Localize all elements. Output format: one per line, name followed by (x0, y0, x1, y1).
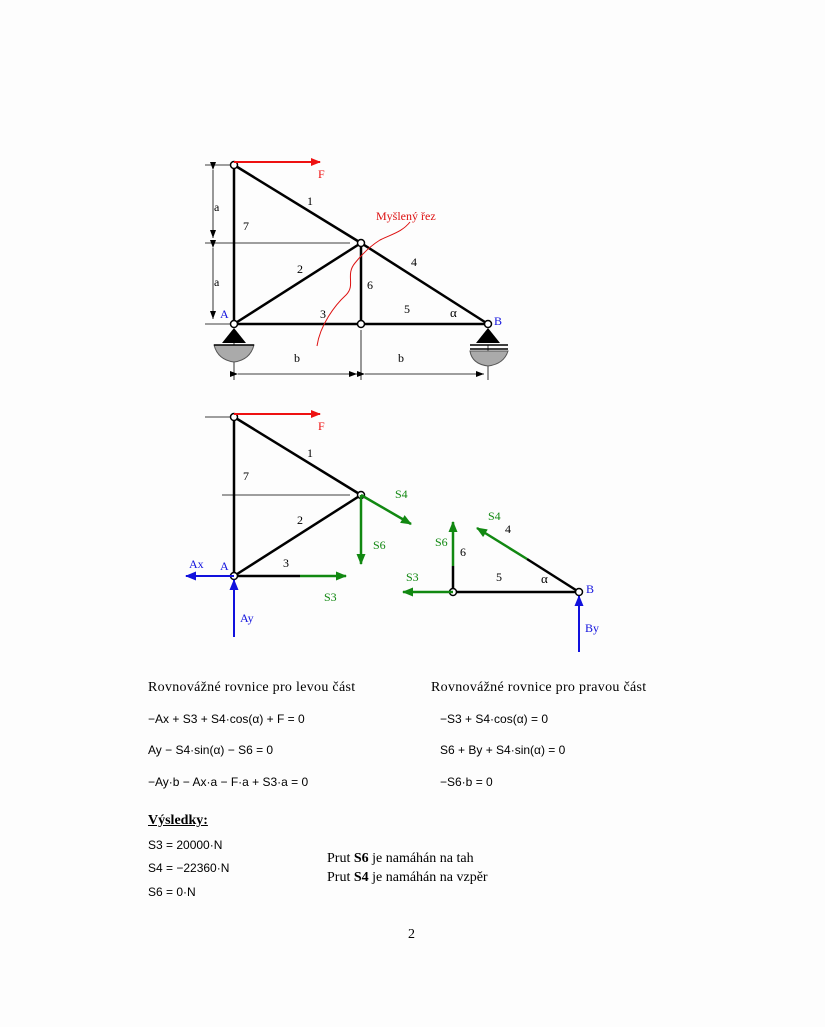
member-1 (234, 165, 361, 243)
member-label-1: 1 (307, 194, 313, 208)
member-label-2: 2 (297, 262, 303, 276)
right-equations-heading: Rovnovážné rovnice pro pravou část (431, 680, 647, 695)
s4-left-label: S4 (395, 487, 408, 501)
dim-b-left-label: b (294, 351, 300, 365)
member-label-7: 7 (243, 219, 249, 233)
result-s6: S6 = 0·N (148, 885, 196, 899)
member-label-6: 6 (367, 278, 373, 292)
ax-label: Ax (189, 557, 204, 571)
force-f-label: F (318, 167, 325, 181)
ay-label: Ay (240, 611, 254, 625)
member-label-6b: 6 (460, 545, 466, 559)
right-equation-1: −S3 + S4·cos(α) = 0 (440, 712, 548, 726)
force-f-label-2: F (318, 419, 325, 433)
cut-label: Myšlený řez (376, 209, 436, 223)
result-note-2 (327, 870, 488, 886)
alpha-label-2: α (541, 571, 548, 586)
left-equation-1: −Ax + S3 + S4·cos(α) + F = 0 (148, 712, 305, 726)
member-label-5b: 5 (496, 570, 502, 584)
by-label: By (585, 621, 600, 635)
dim-b-right-label: b (398, 351, 404, 365)
member-label-7b: 7 (243, 469, 249, 483)
right-part-members (453, 559, 579, 592)
truss-diagram (0, 0, 825, 395)
member-label-3: 3 (320, 307, 326, 321)
right-equation-2: S6 + By + S4·sin(α) = 0 (440, 743, 566, 757)
left-equation-2: Ay − S4·sin(α) − S6 = 0 (148, 743, 274, 757)
note-2-prefix: Prut (327, 870, 354, 885)
s3-left-label: S3 (324, 590, 337, 604)
support-a-icon (214, 328, 254, 362)
dim-a-bottom-label: a (214, 275, 220, 289)
note-1-prefix: Prut (327, 851, 354, 866)
s4-right-label: S4 (488, 509, 501, 523)
member-label-2b: 2 (297, 513, 303, 527)
result-s4: S4 = −22360·N (148, 861, 230, 875)
note-1-member: S6 (353, 851, 369, 866)
page-number: 2 (408, 927, 415, 942)
member-label-4: 4 (411, 255, 417, 269)
node-a-label-2: A (220, 559, 229, 573)
s3-right-label: S3 (406, 570, 419, 584)
s6-left-label: S6 (373, 538, 386, 552)
result-note-1 (327, 851, 474, 867)
alpha-label: α (450, 305, 457, 320)
left-equations-heading: Rovnovážné rovnice pro levou část (148, 680, 356, 695)
s6-right-label: S6 (435, 535, 448, 549)
member-2 (234, 243, 361, 324)
right-equation-3: −S6·b = 0 (440, 775, 493, 789)
note-2-suffix: je namáhán na vzpěr (368, 870, 488, 885)
support-b-icon (470, 328, 508, 366)
node-b-label-2: B (586, 582, 595, 596)
note-2-member: S4 (353, 870, 369, 885)
node-a-label: A (220, 307, 229, 321)
member-label-5: 5 (404, 302, 410, 316)
results-title: Výsledky: (148, 813, 208, 828)
member-4 (361, 243, 488, 324)
free-body-diagram (0, 395, 825, 655)
force-s4-right-arrow (477, 528, 527, 559)
left-equation-3: −Ay·b − Ax·a − F·a + S3·a = 0 (148, 775, 309, 789)
member-label-1b: 1 (307, 446, 313, 460)
result-s3: S3 = 20000·N (148, 838, 223, 852)
note-1-suffix: je namáhán na tah (368, 851, 474, 866)
node-b-label: B (494, 314, 503, 328)
member-label-3b: 3 (283, 556, 289, 570)
dim-a-top-label: a (214, 200, 220, 214)
member-label-4b: 4 (505, 522, 511, 536)
left-part-members (234, 417, 361, 576)
